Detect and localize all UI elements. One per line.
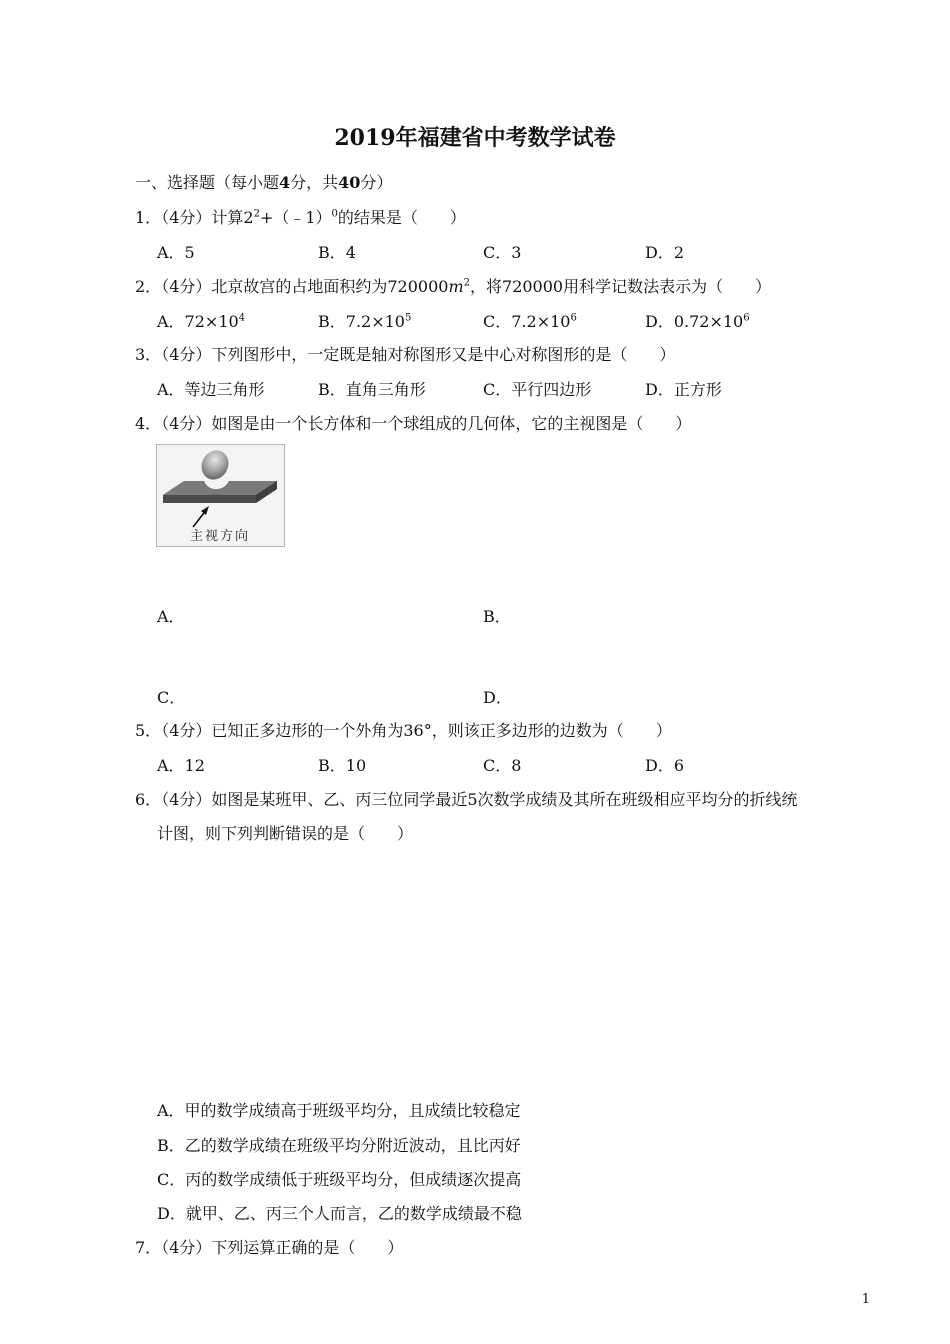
page-number: 1	[861, 1292, 870, 1307]
question-number: 7．	[135, 1238, 162, 1257]
q6-option-d[interactable]: D．就甲、乙、丙三个人而言，乙的数学成绩最不稳	[157, 1204, 522, 1223]
geometry-drawing	[157, 445, 284, 546]
q2-option-d[interactable]	[645, 312, 750, 332]
question-score: （4分）	[161, 277, 212, 296]
exponent: 6	[743, 312, 750, 324]
option-label: A．72×10	[157, 312, 239, 331]
q5-option-a[interactable]: A．12	[157, 756, 205, 775]
question-score: （4分）	[161, 414, 212, 433]
question-text: 计算2	[211, 208, 254, 227]
section-heading	[135, 173, 392, 193]
q6-option-a[interactable]: A．甲的数学成绩高于班级平均分，且成绩比较稳定	[157, 1101, 521, 1120]
section-mid: 分，共	[290, 173, 339, 192]
question-text: 下列运算正确的是（ ）	[211, 1238, 404, 1257]
question-6	[135, 790, 798, 810]
q5-option-c[interactable]: C．8	[483, 756, 522, 775]
q4-option-b[interactable]: B．	[483, 607, 511, 626]
ball-shape	[196, 446, 233, 485]
question-score: （4分）	[161, 345, 212, 364]
q3-option-d[interactable]: D．正方形	[645, 380, 722, 399]
question-text: 北京故宫的占地面积约为720000	[211, 277, 449, 296]
exponent: 0	[331, 208, 338, 220]
question-number: 3．	[135, 345, 162, 364]
section-total-score: 40	[338, 173, 361, 192]
question-4	[135, 414, 691, 434]
question-text: 如图是某班甲、乙、丙三位同学最近5次数学成绩及其所在班级相应平均分的折线统	[211, 790, 798, 809]
question-text: 下列图形中，一定既是轴对称图形又是中心对称图形的是（ ）	[211, 345, 676, 364]
view-direction-arrow-icon	[193, 506, 209, 527]
page-title: 2019年福建省中考数学试卷	[334, 125, 616, 151]
option-label: C．7.2×10	[483, 312, 571, 331]
q4-option-c[interactable]: C．	[157, 688, 186, 707]
exponent: 4	[238, 312, 246, 324]
cuboid-shape	[163, 481, 277, 503]
question-number: 6．	[135, 790, 162, 809]
geometry-figure	[156, 444, 285, 547]
question-score: （4分）	[161, 1238, 212, 1257]
unit: m	[448, 277, 464, 296]
question-score: （4分）	[161, 790, 212, 809]
question-5	[135, 721, 672, 741]
question-text: 如图是由一个长方体和一个球组成的几何体，它的主视图是（ ）	[211, 414, 692, 433]
q6-option-c[interactable]: C．丙的数学成绩低于班级平均分，但成绩逐次提高	[157, 1170, 522, 1189]
q1-option-b[interactable]: B．4	[318, 243, 356, 262]
question-3	[135, 345, 675, 365]
section-suffix: 分）	[360, 173, 393, 192]
question-number: 4．	[135, 414, 162, 433]
question-2	[135, 277, 771, 297]
q5-option-b[interactable]: B．10	[318, 756, 367, 775]
q6-option-b[interactable]: B．乙的数学成绩在班级平均分附近波动，且比丙好	[157, 1136, 521, 1155]
q3-option-c[interactable]: C．平行四边形	[483, 380, 592, 399]
section-per-score: 4	[279, 173, 291, 192]
exponent: 5	[404, 312, 412, 324]
q3-option-b[interactable]: B．直角三角形	[318, 380, 426, 399]
q2-option-b[interactable]	[318, 312, 411, 332]
question-text: 已知正多边形的一个外角为36°，则该正多边形的边数为（ ）	[211, 721, 672, 740]
q2-option-a[interactable]	[157, 312, 245, 332]
q4-option-a[interactable]: A．	[157, 607, 185, 626]
question-number: 2．	[135, 277, 162, 296]
question-score: （4分）	[161, 721, 212, 740]
exponent: 6	[570, 312, 577, 324]
option-label: D．0.72×10	[645, 312, 744, 331]
question-text: 的结果是（ ）	[337, 208, 466, 227]
figure-caption: 主视方向	[189, 529, 251, 544]
q1-option-d[interactable]: D．2	[645, 243, 685, 262]
question-text: +（﹣1）	[259, 208, 332, 227]
question-number: 1．	[135, 208, 162, 227]
section-prefix: 一、选择题（每小题	[135, 173, 280, 192]
q3-option-a[interactable]: A．等边三角形	[157, 380, 265, 399]
q2-option-c[interactable]	[483, 312, 577, 332]
question-6-continuation: 计图，则下列判断错误的是（ ）	[157, 824, 414, 843]
exponent: 2	[463, 277, 471, 289]
q4-option-d[interactable]: D．	[483, 688, 512, 707]
question-7	[135, 1238, 403, 1258]
question-score: （4分）	[161, 208, 212, 227]
q1-option-c[interactable]: C．3	[483, 243, 522, 262]
question-number: 5．	[135, 721, 162, 740]
q1-option-a[interactable]: A．5	[157, 243, 195, 262]
exponent: 2	[253, 208, 260, 220]
question-text: ，将720000用科学记数法表示为（ ）	[470, 277, 772, 296]
q5-option-d[interactable]: D．6	[645, 756, 685, 775]
option-label: B．7.2×10	[318, 312, 405, 331]
question-1	[135, 208, 466, 228]
